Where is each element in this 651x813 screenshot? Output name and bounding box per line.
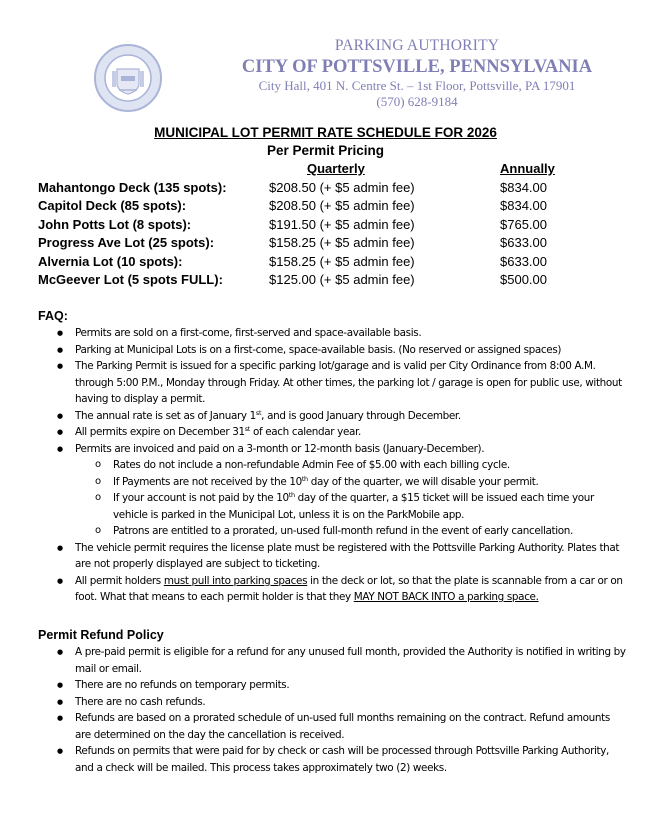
- quarterly-rate: $208.50 (+ $5 admin fee): [269, 198, 415, 213]
- list-item: [38, 441, 628, 458]
- faq-list-continued: [38, 540, 628, 606]
- text: day of the quarter, we will disable your permit.: [307, 475, 539, 488]
- text: The annual rate is set as of January 1: [75, 409, 256, 422]
- list-item: [38, 408, 628, 425]
- table-row: [38, 179, 618, 198]
- faq-heading: FAQ:: [38, 309, 68, 323]
- document-subtitle: Per Permit Pricing: [266, 143, 385, 158]
- letterhead-text: [232, 36, 602, 110]
- annual-rate: $500.00: [500, 272, 547, 287]
- document-title: MUNICIPAL LOT PERMIT RATE SCHEDULE FOR 2026: [154, 125, 497, 140]
- faq-section: [38, 307, 628, 606]
- table-row: [38, 197, 618, 216]
- table-row: [38, 216, 618, 235]
- superscript: st: [244, 425, 250, 433]
- underlined-text: must pull into parking spaces: [163, 574, 308, 587]
- text: of each calendar year.: [250, 426, 361, 438]
- list-item: ● The Parking Permit is issued for a specific parking lot/garage and is valid per City Ordinance from 8:00 A.M. through 5:00 P.M., Monday through Friday. At other times, the parking lot / garage is open for public use, without having to display a permit.: [38, 358, 628, 408]
- table-row: [38, 234, 618, 253]
- quarterly-rate: $191.50 (+ $5 admin fee): [269, 216, 415, 232]
- text: If your account is not paid by the 10: [113, 492, 289, 504]
- refund-policy-heading: Permit Refund Policy: [38, 628, 164, 642]
- underlined-text: MAY NOT BACK INTO a parking space.: [353, 591, 539, 603]
- refund-policy-section: [38, 626, 628, 776]
- list-item: ● The vehicle permit requires the license plate must be registered with the Pottsville Parking Authority. Plates that are not properly displayed are subject to ticketing.: [38, 540, 628, 573]
- quarterly-rate: $158.25 (+ $5 admin fee): [269, 235, 415, 250]
- faq-sublist: [38, 457, 628, 540]
- list-item: ● A pre-paid permit is eligible for a refund for any unused full month, provided the Authority is notified in writing by mail or email.: [38, 644, 628, 677]
- letterhead: [0, 36, 651, 116]
- annual-rate: $834.00: [500, 179, 547, 195]
- sub-list-item: o Rates do not include a non-refundable Admin Fee of $5.00 with each billing cycle.: [38, 457, 628, 474]
- annual-rate: $834.00: [500, 198, 547, 213]
- faq-list: [38, 325, 628, 457]
- text: If Payments are not received by the 10: [113, 475, 302, 488]
- lot-name: Mahantongo Deck (135 spots):: [38, 179, 227, 195]
- table-row: [38, 271, 618, 290]
- superscript: st: [255, 408, 262, 417]
- annual-rate: $633.00: [500, 253, 547, 269]
- quarterly-rate: $158.25 (+ $5 admin fee): [269, 253, 415, 269]
- sub-list-item: [38, 490, 628, 523]
- lot-name: John Potts Lot (8 spots):: [38, 216, 192, 232]
- superscript: th: [288, 491, 295, 499]
- text: All permits expire on December 31: [75, 426, 245, 438]
- sub-list-item: [38, 474, 628, 491]
- lot-name: Capitol Deck (85 spots):: [38, 198, 187, 213]
- lot-name: Progress Ave Lot (25 spots):: [38, 235, 215, 250]
- list-item: ● There are no refunds on temporary permits.: [38, 677, 628, 694]
- phone-number: (570) 628-9184: [376, 94, 458, 109]
- list-item: [38, 424, 628, 441]
- quarterly-rate: $125.00 (+ $5 admin fee): [269, 272, 415, 287]
- table-row: [38, 253, 618, 272]
- text: in the deck or lot, so that the plate is scannable from a car or on foot. What that means to each permit holder is that they: [75, 574, 623, 603]
- text: Permits are invoiced and paid on a 3-month or 12-month basis (January-December).: [75, 442, 485, 455]
- column-header-quarterly: Quarterly: [307, 161, 365, 176]
- city-name: CITY OF POTTSVILLE, PENNSYLVANIA: [241, 57, 593, 77]
- address: City Hall, 401 N. Centre St. – 1st Floor, Pottsville, PA 17901: [258, 78, 576, 93]
- text: day of the quarter, a $15 ticket will be issued each time your vehicle is parked in the Municipal Lot, unless it is on the ParkMobile app.: [113, 492, 594, 521]
- rate-table: [38, 160, 618, 290]
- list-item: ● Parking at Municipal Lots is on a first-come, space-available basis. (No reserved or assigned spaces): [38, 342, 628, 359]
- list-item: ● There are no cash refunds.: [38, 694, 628, 711]
- refund-policy-list: [38, 644, 628, 776]
- annual-rate: $765.00: [500, 216, 547, 232]
- authority-name: PARKING AUTHORITY: [334, 37, 500, 54]
- lot-name: McGeever Lot (5 spots FULL):: [38, 272, 223, 287]
- annual-rate: $633.00: [500, 235, 547, 250]
- rate-header-row: [38, 160, 618, 179]
- quarterly-rate: $208.50 (+ $5 admin fee): [269, 179, 415, 195]
- list-item: ● Permits are sold on a first-come, first-served and space-available basis.: [38, 325, 628, 342]
- superscript: th: [301, 474, 308, 483]
- text: , and is good January through December.: [261, 409, 461, 422]
- lot-name: Alvernia Lot (10 spots):: [38, 253, 183, 269]
- sub-list-item: o Patrons are entitled to a prorated, un-used full-month refund in the event of early cancellation.: [38, 523, 628, 540]
- title-block: [0, 124, 651, 160]
- column-header-annually: Annually: [500, 161, 555, 176]
- text: All permit holders: [75, 574, 164, 587]
- city-seal-icon: [93, 43, 163, 113]
- list-item: ● Refunds are based on a prorated schedule of un-used full months remaining on the contract. Refund amounts are determined on the day the cancellation is received.: [38, 710, 628, 743]
- list-item: [38, 573, 628, 606]
- list-item: ● Refunds on permits that were paid for by check or cash will be processed through Pottsville Parking Authority, and a check will be mailed. This process takes approximately two (2) weeks.: [38, 743, 628, 776]
